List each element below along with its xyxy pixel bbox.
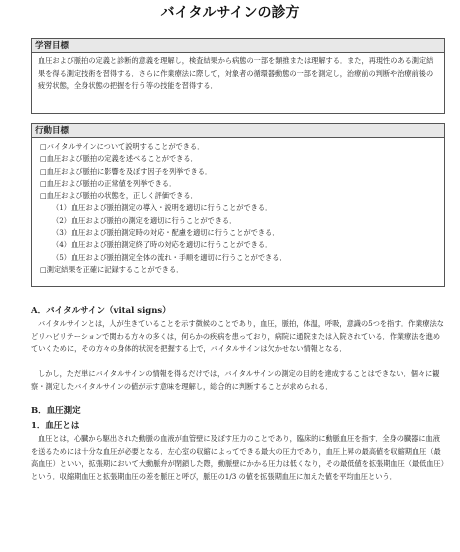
learning-goals-text: 血圧および脈拍の定義と診断的意義を理解し，検査結果から病態の一部を類推または理解する．また，再現性のある測定結果を得る測定技術を習得する．さらに作業療法に際して，対象者の循環器動態の一部を測定し，治療前の判断や治療前後の疲労状態，全身状態の把握を行う等の技能を習得する． xyxy=(38,56,434,91)
page-title: バイタルサインの診方 xyxy=(160,5,300,21)
action-goal-item: □バイタルサインについて説明することができる． xyxy=(40,142,205,151)
action-goal-item: （3）血圧および脈拍測定時の対応・配慮を適切に行うことができる． xyxy=(52,228,280,238)
section-a-paragraph-2: しかし，ただ単にバイタルサインの情報を得るだけでは，バイタルサインの測定の目的を達成することはできない．個々に観察・測定したバイタルサインの値が示す意味を理解し，総合的に判断することが求められる． xyxy=(31,369,440,391)
action-goal-item: （4）血圧および脈拍測定終了時の対応を適切に行うことができる． xyxy=(52,240,273,250)
action-goal-item: （1）血圧および脈拍測定の導入・説明を適切に行うことができる． xyxy=(52,203,273,213)
learning-goals-box xyxy=(31,38,445,114)
section-b-heading: B．血圧測定 xyxy=(31,406,81,416)
action-goals-list xyxy=(38,141,438,276)
action-goal-item: □血圧および脈拍の状態を，正しく評価できる． xyxy=(40,191,198,201)
section-b1-heading: 1．血圧とは xyxy=(31,421,80,431)
action-goal-item: □測定結果を正確に記録することができる． xyxy=(40,264,184,274)
action-goals-header: 行動目標 xyxy=(32,124,444,138)
learning-goals-header: 学習目標 xyxy=(32,39,444,53)
action-goal-item: □血圧および脈拍の定義を述べることができる． xyxy=(40,154,198,164)
action-goal-item: （5）血圧および脈拍測定全体の流れ・手順を適切に行うことができる． xyxy=(52,252,287,262)
section-b-paragraph-1: 血圧とは，心臓から駆出された動脈の血液が血管壁に及ぼす圧力のことであり，臨床的に動脈血圧を指す．全身の臓器に血液を送るためには十分な血圧が必要となる．左心室の収縮によってできる最大の圧力であり，血圧上昇の最高値を収縮期血圧（最高血圧）といい，拡張期において大動脈弁が閉鎖した際，動脈壁にかかる圧力は低くなり，その最低値を拡張期血圧（最低血圧）という．収縮期血圧と拡張期血圧の差を脈圧と呼び，脈圧の1/3 の値を拡張期血圧に加えた値を平均血圧という． xyxy=(31,434,445,481)
section-a-paragraph-1: バイタルサインとは，人が生きていることを示す徴候のことであり，血圧，脈拍，体温，呼吸，意識の5つを指す．作業療法などリハビリテーションで関わる方々の多くは，何らかの疾病を患っており，病院に通院または入院されている．作業療法を進めていくために，その方々の身体的状況を把握する上で，バイタルサインは欠かせない情報となる． xyxy=(31,319,444,354)
action-goal-item: （2）血圧および脈拍の測定を適切に行うことができる． xyxy=(52,215,237,225)
section-a-heading: A．バイタルサイン（vital signs） xyxy=(31,306,171,316)
action-goal-item: □血圧および脈拍に影響を及ぼす因子を列挙できる． xyxy=(40,166,213,176)
action-goals-box xyxy=(31,123,445,287)
action-goal-item: □血圧および脈拍の正常値を列挙できる． xyxy=(40,178,177,188)
